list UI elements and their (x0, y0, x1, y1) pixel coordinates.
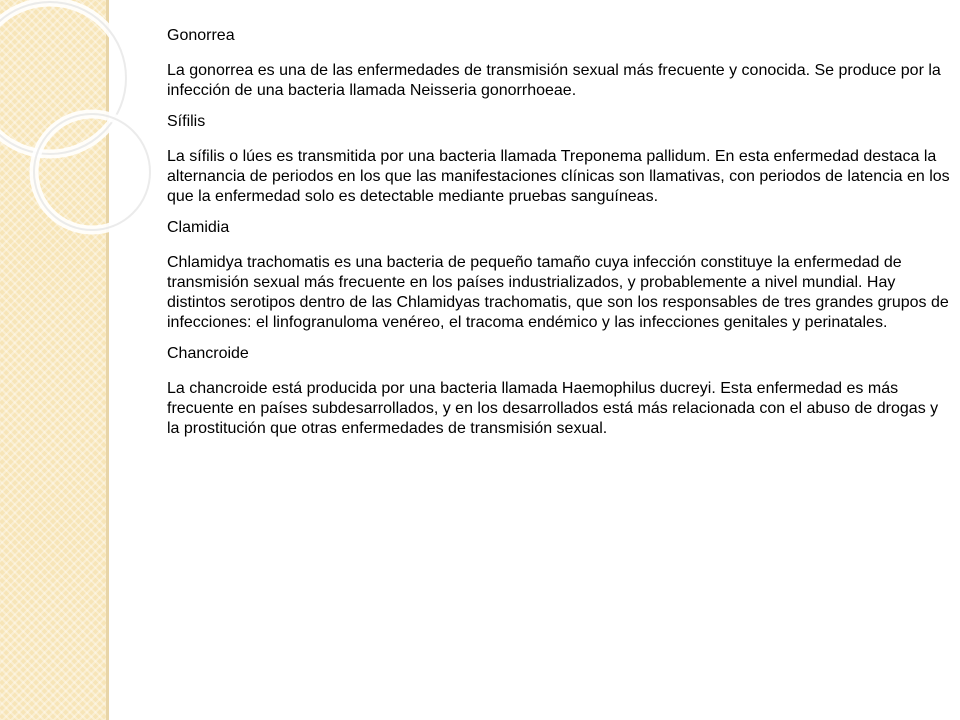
heading-sifilis: Sífilis (167, 113, 206, 130)
paragraph-clamidia: Chlamidya trachomatis es una bacteria de pequeño tamaño cuya infección constituye la enfermedad de transmisión sexual más frecuente en los países industrializados, y probablemente a nivel mundial. Hay distintos serotipos dentro de las Chlamidyas trachomatis, que son los responsables de tres grandes grupos de infecciones: el linfogranuloma venéreo, el tracoma endémico y las infecciones genitales y perinatales. (167, 254, 949, 331)
decorative-rings (0, 0, 140, 720)
paragraph-gonorrea: La gonorrea es una de las enfermedades de transmisión sexual más frecuente y conocida. Se produce por la infección de una bacteria llamada Neisseria gonorrhoeae. (167, 62, 941, 99)
text-content (167, 26, 952, 450)
heading-chancroide: Chancroide (167, 345, 249, 362)
heading-gonorrea: Gonorrea (167, 27, 235, 44)
heading-clamidia: Clamidia (167, 219, 230, 236)
paragraph-chancroide: La chancroide está producida por una bacteria llamada Haemophilus ducreyi. Esta enfermedad es más frecuente en países subdesarrollados, y en los desarrollados está más relacionada con el abuso de drogas y la prostitución que otras enfermedades de transmisión sexual. (167, 380, 939, 437)
decorative-ring-small-edge (34, 114, 150, 230)
decorative-ring-large (0, 2, 126, 154)
paragraph-sifilis: La sífilis o lúes es transmitida por una bacteria llamada Treponema pallidum. En esta enfermedad destaca la alternancia de periodos en los que las manifestaciones clínicas son llamativas, con periodos de latencia en los que la enfermedad solo es detectable mediante pruebas sanguíneas. (167, 148, 950, 205)
